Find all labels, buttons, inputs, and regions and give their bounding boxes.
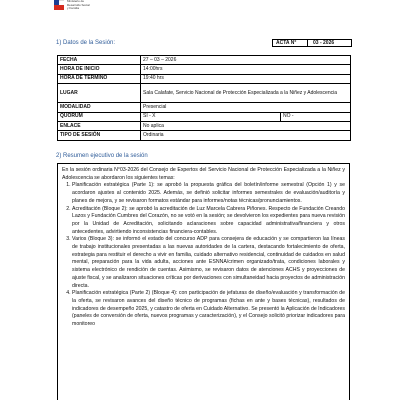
section-title-datos: 1) Datos de la Sesión:	[56, 40, 116, 46]
section-title-resumen: 2) Resumen ejecutivo de la sesión	[56, 153, 148, 159]
tipo-sesion-value: Ordinaria	[141, 131, 351, 140]
modalidad-value: Presencial	[141, 103, 351, 112]
logo-line-3: y Familia	[67, 6, 80, 11]
hora-inicio-label: HORA DE INICIO	[58, 65, 141, 74]
session-data-table	[57, 55, 351, 141]
summary-list	[62, 182, 345, 328]
lugar-value: Sala Calafate, Servicio Nacional de Protección Especializada a la Niñez y Adolescencia	[141, 84, 351, 103]
acta-number-box	[272, 39, 352, 47]
chile-flag-icon	[54, 0, 64, 11]
summary-item: 4. Planificación estratégica (Parte 2) (Bloque 4): con participación de jefaturas de diseño/evaluación y transformación de la oferta, se revisaron avances del diseño técnico de programas (fichas en ante y bases técnicas), resultados de indicadores de desempeño 2025, y catastro de oferta en Cuidado Alternativo. Se presentó la Aplicación de Indicadores (paneles de conversión de oferta, nuevos programas y caracterización), y el Consejo solicitó priorizar indicadores para monitoreo	[72, 290, 345, 329]
lugar-label: LUGAR	[58, 84, 141, 103]
row-lugar	[58, 84, 351, 103]
tipo-sesion-label: TIPO DE SESIÓN	[58, 131, 141, 140]
acta-label: ACTA N°	[273, 40, 308, 46]
enlace-label: ENLACE	[58, 121, 141, 130]
enlace-value: No aplica	[141, 121, 351, 130]
logo-line-2: Desarrollo Social	[67, 2, 90, 7]
hora-inicio-value: 14:00hrs	[141, 65, 351, 74]
summary-item: 1. Planificación estratégica (Parte 1): se aprobó la propuesta gráfica del boletín/informe semestral (Opción 1) y se acordaron ajustes al contenido 2025. Además, se definió solicitar informes semestrales de evaluación/auditoría y planes de mejora, y se revisaron formatos estándar para informes/notas técnicas/pronunciamientos.	[72, 182, 345, 205]
row-quorum	[58, 112, 351, 121]
row-fecha	[58, 56, 351, 65]
row-hora-inicio	[58, 65, 351, 74]
quorum-label: QUÓRUM	[58, 112, 141, 121]
summary-item: 2. Acreditación (Bloque 2): se aprobó la acreditación de Luz Marcela Cabrera Piñones. Respecto de Fundación Creando Lazos y Fundación Cumbres del Corazón, no se votó en la sesión; se devolvieron los expedientes para nueva revisión por la Unidad de Acreditación, solicitando aclaraciones sobre capacidad administrativa/financiera y otros antecedentes, advirtiendo inconsistencias financiera-contables.	[72, 206, 345, 237]
fecha-label: FECHA	[58, 56, 141, 65]
executive-summary-box	[57, 163, 350, 400]
institution-logo	[54, 0, 134, 24]
hora-termino-label: HORA DE TÉRMINO	[58, 74, 141, 83]
row-enlace	[58, 121, 351, 130]
row-modalidad	[58, 103, 351, 112]
acta-value: 03 - 2026	[313, 40, 335, 46]
quorum-no: NO -	[281, 112, 351, 121]
logo-text	[67, 0, 127, 11]
hora-termino-value: 19:40 hrs	[141, 74, 351, 83]
quorum-si: SI - X	[141, 112, 281, 121]
logo-line-1: Ministerio de	[67, 0, 85, 3]
modalidad-label: MODALIDAD	[58, 103, 141, 112]
row-tipo-sesion	[58, 131, 351, 140]
row-hora-termino	[58, 74, 351, 83]
fecha-value: 27 – 03 – 2026	[141, 56, 351, 65]
summary-item: 3. Varios (Bloque 3): se informó el estado del concurso ADP para consejera de educación y se compartieron las líneas de trabajo institucionales presentadas a las nuevas autoridades de la cartera, destacando fortalecimiento de oferta, estrategia para restituir el derecho a vivir en familia, cuidado alternativo residencial, continuidad de cuidados en salud mental, preparación para la vida adulta, acciones ante ESNNA/crimen organizado/trata, condiciones laborales y sistema electrónico de rendición de cuentas. Asimismo, se revisaron datos de atenciones ACHS y proyecciones de ajuste fiscal, y se analizaron situaciones críticas por derivaciones con simultaneidad hacia proyectos de administración directa.	[72, 236, 345, 290]
summary-intro: En la sesión ordinaria N°03-2026 del Consejo de Expertos del Servicio Nacional de Protección Especializada a la Niñez y Adolescencia se abordaron los siguientes temas:	[62, 167, 345, 181]
